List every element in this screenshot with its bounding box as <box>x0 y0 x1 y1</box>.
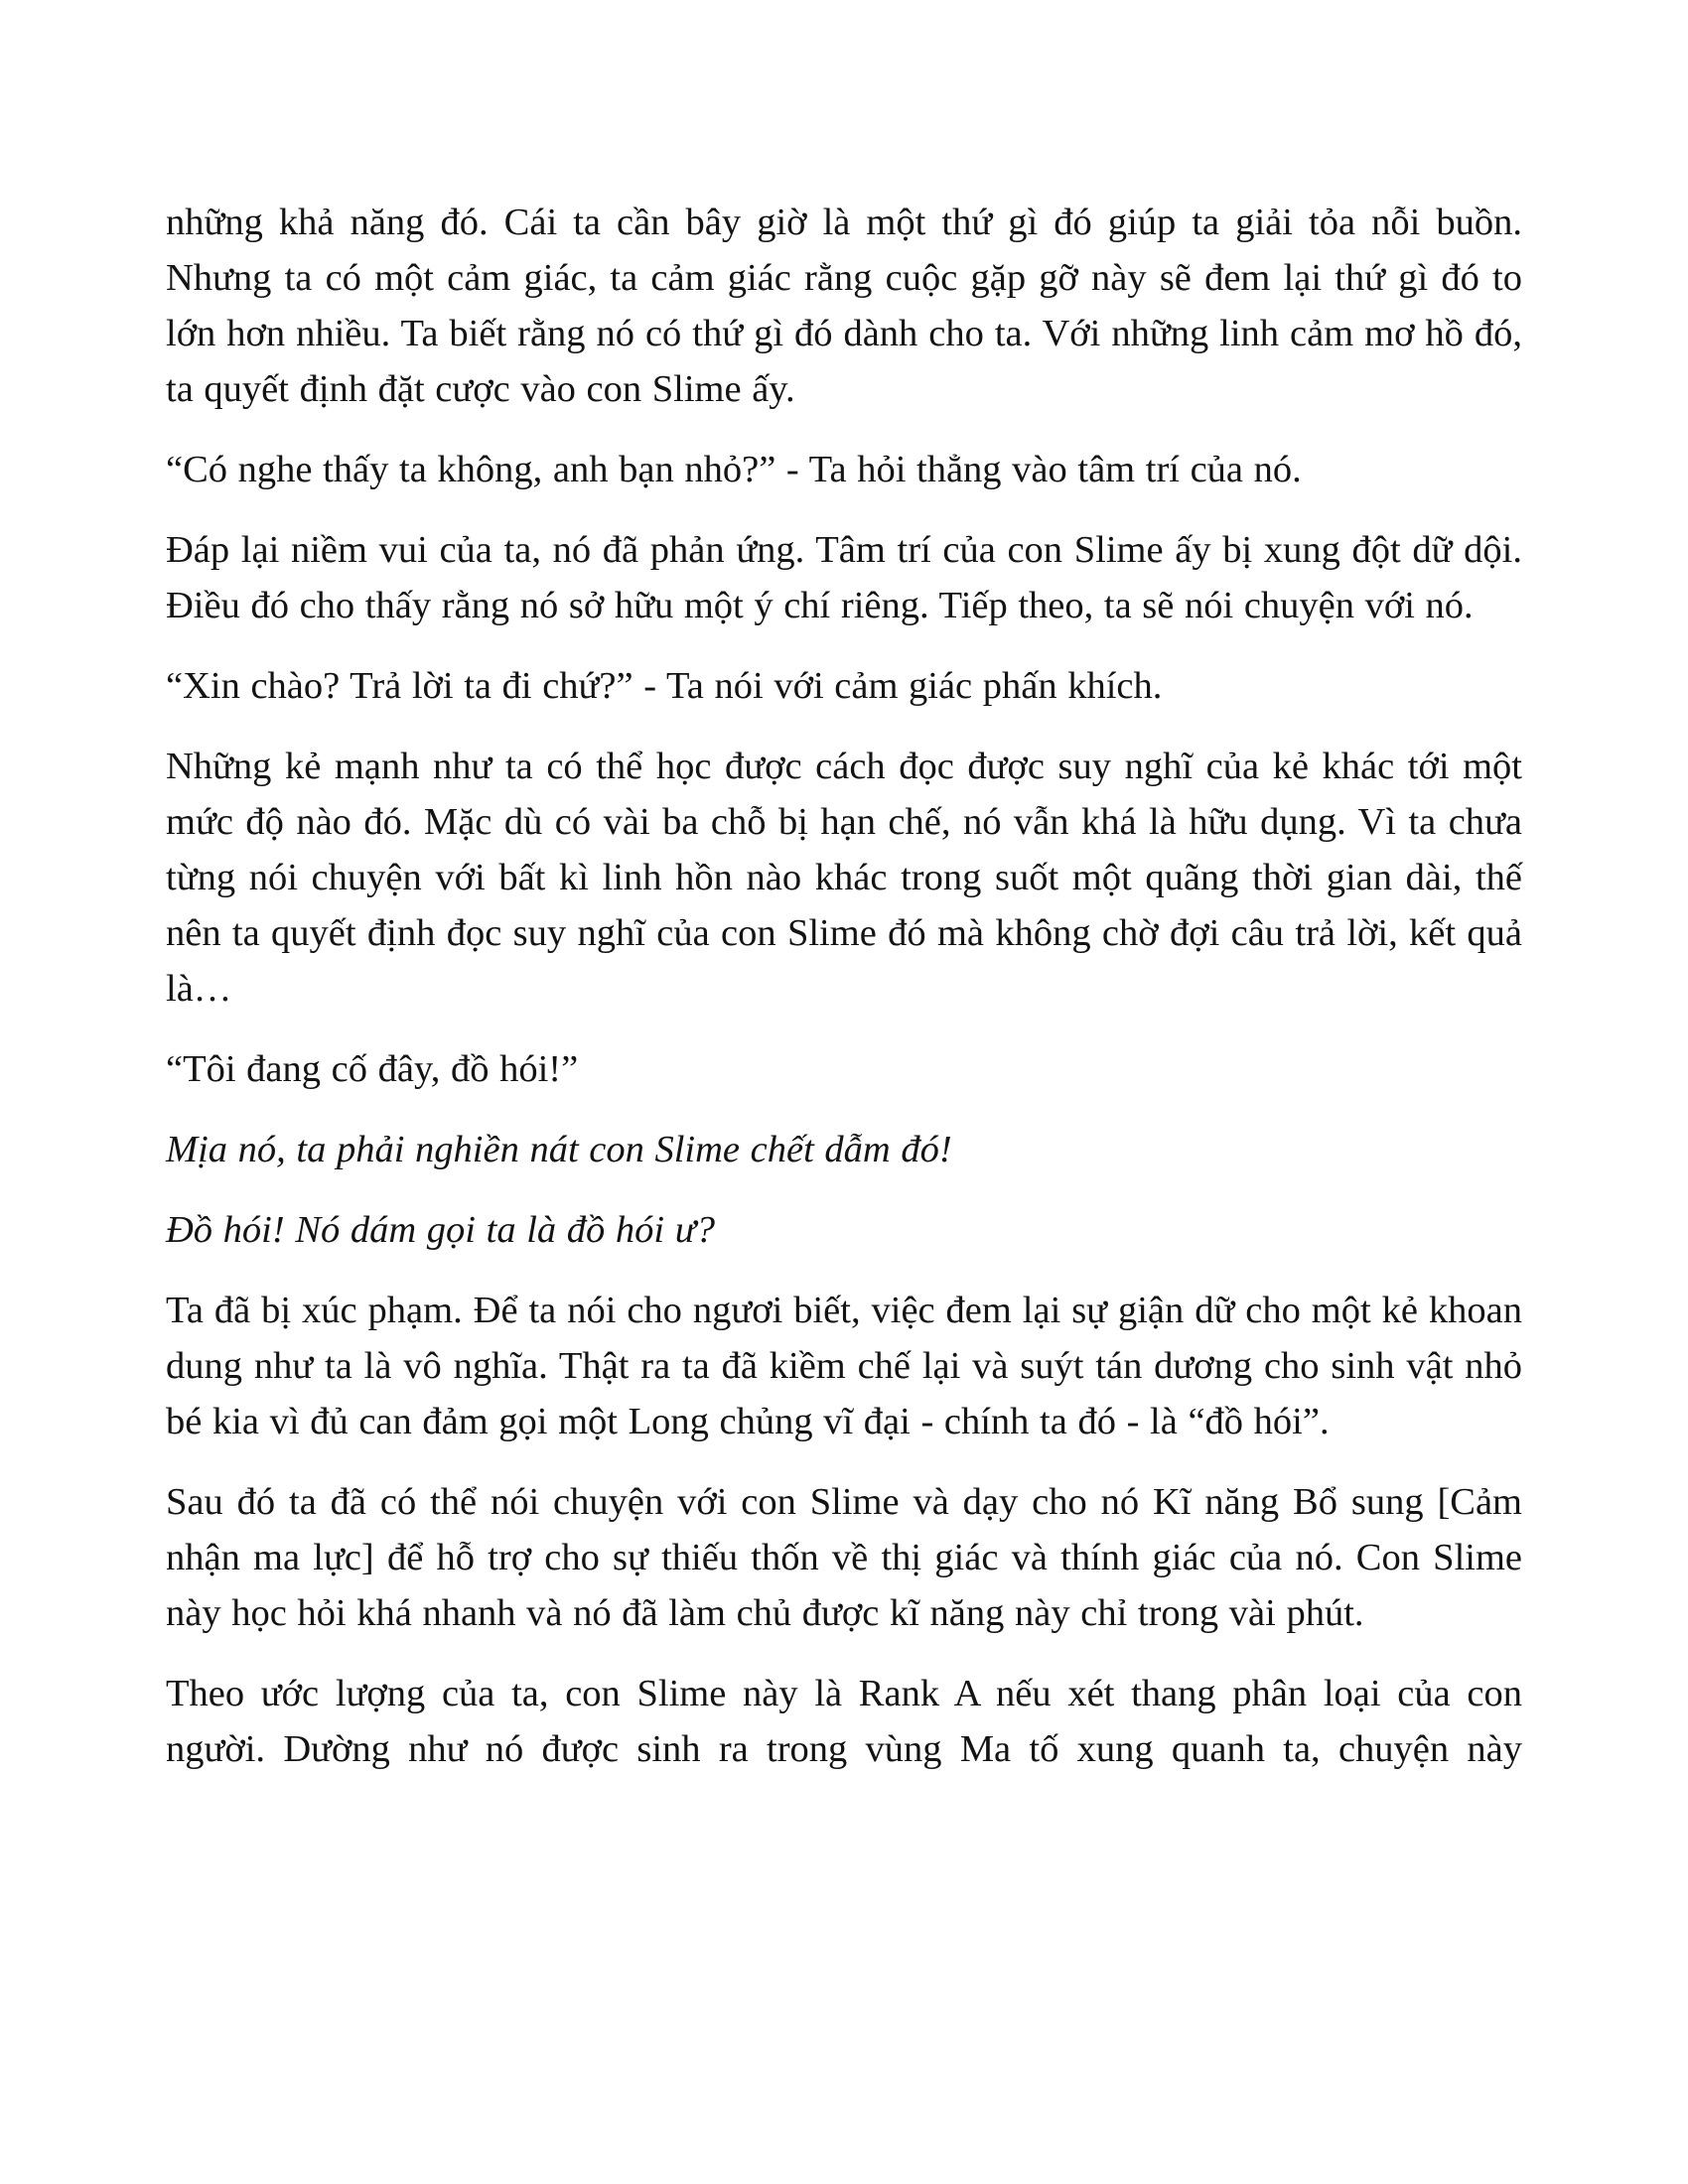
paragraph-inner-thought: Mịa nó, ta phải nghiền nát con Slime chết dẫm đó! <box>166 1129 952 1170</box>
paragraph: Theo ước lượng của ta, con Slime này là Rank A nếu xét thang phân loại của con người. Dường như nó được sinh ra trong vùng Ma tố xung quanh ta, chuyện này <box>166 1673 1522 1770</box>
paragraph: Đáp lại niềm vui của ta, nó đã phản ứng. Tâm trí của con Slime ấy bị xung đột dữ dội. Điều đó cho thấy rằng nó sở hữu một ý chí riêng. Tiếp theo, ta sẽ nói chuyện với nó. <box>166 529 1522 626</box>
paragraph: Sau đó ta đã có thể nói chuyện với con Slime và dạy cho nó Kĩ năng Bổ sung [Cảm nhận ma lực] để hỗ trợ cho sự thiếu thốn về thị giác và thính giác của nó. Con Slime này học hỏi khá nhanh và nó đã làm chủ được kĩ năng này chỉ trong vài phút. <box>166 1481 1522 1634</box>
paragraph: Những kẻ mạnh như ta có thể học được cách đọc được suy nghĩ của kẻ khác tới một mức độ nào đó. Mặc dù có vài ba chỗ bị hạn chế, nó vẫn khá là hữu dụng. Vì ta chưa từng nói chuyện với bất kì linh hồn nào khác trong suốt một quãng thời gian dài, thế nên ta quyết định đọc suy nghĩ của con Slime đó mà không chờ đợi câu trả lời, kết quả là… <box>166 746 1522 1010</box>
paragraph: những khả năng đó. Cái ta cần bây giờ là một thứ gì đó giúp ta giải tỏa nỗi buồn. Nhưng ta có một cảm giác, ta cảm giác rằng cuộc gặp gỡ này sẽ đem lại thứ gì đó to lớn hơn nhiều. Ta biết rằng nó có thứ gì đó dành cho ta. Với những linh cảm mơ hồ đó, ta quyết định đặt cược vào con Slime ấy. <box>166 202 1522 410</box>
paragraph-dialogue: “Có nghe thấy ta không, anh bạn nhỏ?” - Ta hỏi thẳng vào tâm trí của nó. <box>166 449 1302 490</box>
paragraph: Ta đã bị xúc phạm. Để ta nói cho ngươi biết, việc đem lại sự giận dữ cho một kẻ khoan dung như ta là vô nghĩa. Thật ra ta đã kiềm chế lại và suýt tán dương cho sinh vật nhỏ bé kia vì đủ can đảm gọi một Long chủng vĩ đại - chính ta đó - là “đồ hói”. <box>166 1290 1522 1442</box>
paragraph-inner-thought: Đồ hói! Nó dám gọi ta là đồ hói ư? <box>166 1209 715 1251</box>
paragraph-dialogue: “Tôi đang cố đây, đồ hói!” <box>166 1048 579 1090</box>
paragraph-dialogue: “Xin chào? Trả lời ta đi chứ?” - Ta nói với cảm giác phấn khích. <box>166 665 1163 707</box>
